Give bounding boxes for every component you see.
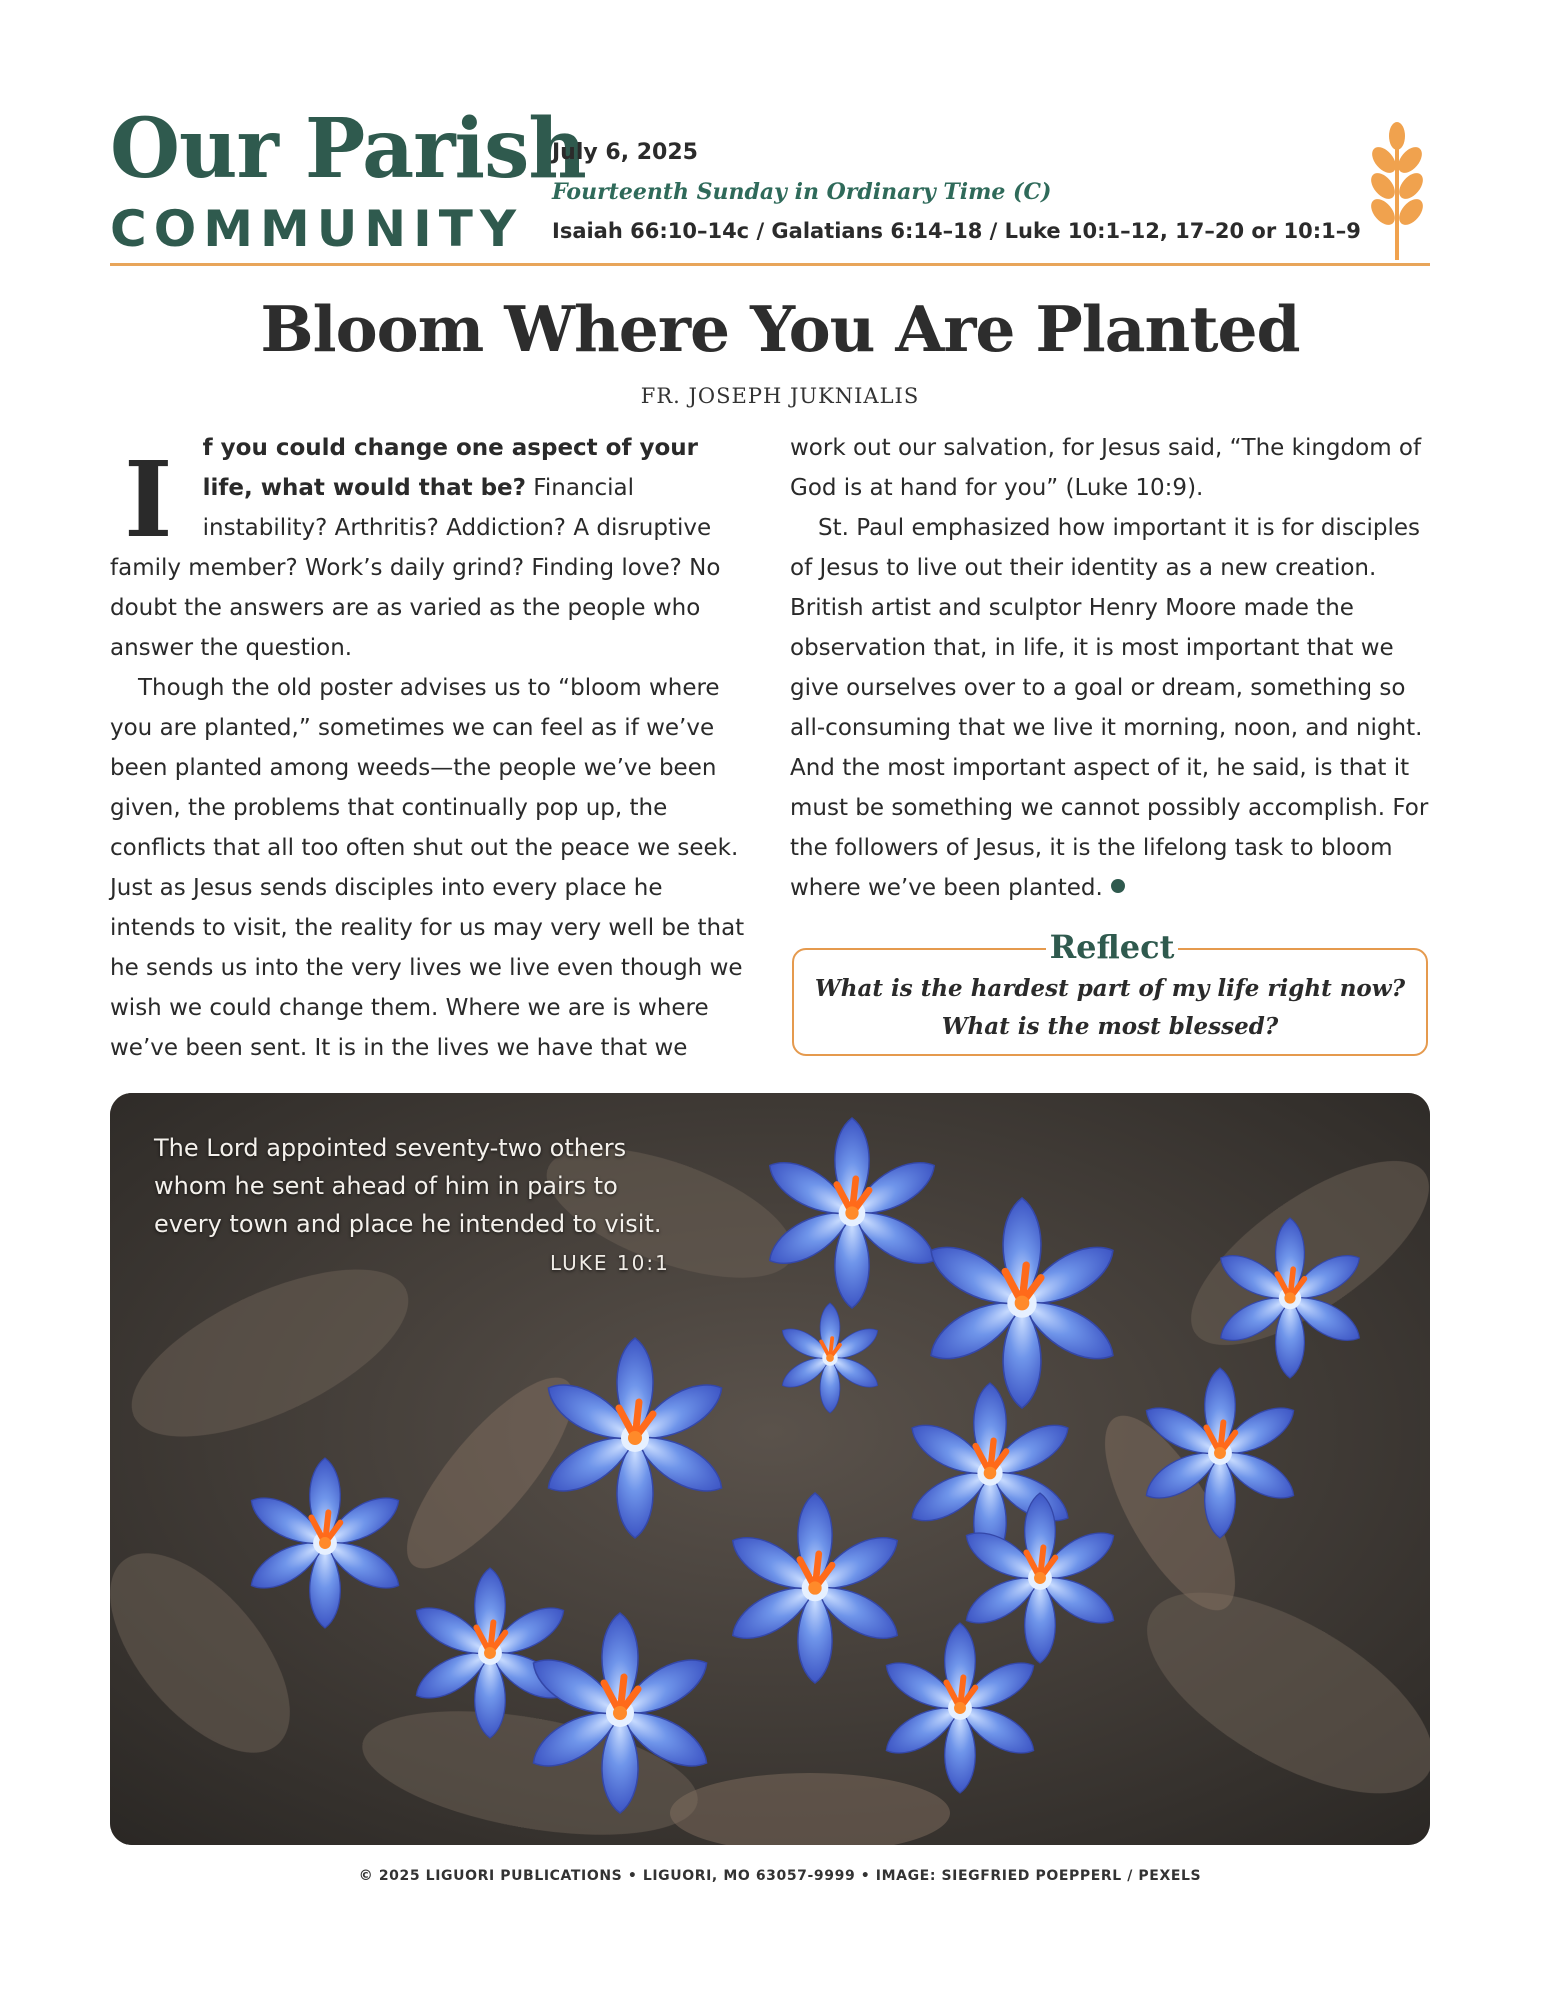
masthead-subtitle: COMMUNITY (110, 200, 524, 258)
reflect-label: Reflect (1046, 928, 1179, 966)
scripture-reference: LUKE 10:1 (550, 1251, 670, 1275)
reflect-question-1: What is the hardest part of my life right now? (814, 975, 1406, 1002)
article-paragraph-2: Though the old poster advises us to “bloom where you are planted,” sometimes we can feel as if we’ve been planted among weeds—the people we’ve been given, the problems that continually pop up, the conflicts that all too often shut out the peace we seek. Just as Jesus sends disciples into every place he intends to visit, the reality for us may very well be that he sends us into the very lives we live even though we wish we could change them. Where we are is where we’ve been sent. It is in the lives we have that we (110, 675, 745, 1061)
masthead-divider (110, 263, 1430, 266)
liturgical-sunday: Fourteenth Sunday in Ordinary Time (C) (552, 179, 1052, 205)
crocus-photo (110, 1093, 1430, 1845)
drop-cap: I (124, 438, 173, 561)
reflect-questions (794, 970, 1426, 1046)
issue-date: July 6, 2025 (552, 140, 698, 165)
article-headline: Bloom Where You Are Planted (260, 292, 1300, 366)
article-byline: FR. JOSEPH JUKNIALIS (640, 384, 920, 408)
quote-line-1: The Lord appointed seventy-two others (154, 1134, 627, 1162)
paragraph-1-body: Financial instability? Arthritis? Addiction? A disruptive family member? Work’s daily grind? Finding love? No doubt the answers are as varied as the people who answer the question. (110, 475, 721, 661)
masthead-title: Our Parish (110, 101, 586, 197)
scripture-quote (154, 1129, 662, 1243)
masthead-logo (110, 101, 596, 258)
masthead-info (552, 140, 1361, 243)
article-column-right (790, 428, 1430, 908)
end-mark-icon (1111, 879, 1125, 893)
article-paragraph-3 (790, 508, 1430, 908)
article-paragraph-2-continued: work out our salvation, for Jesus said, “The kingdom of God is at hand for you” (Luke 10:9). (790, 435, 1422, 501)
wheat-icon (1362, 122, 1432, 262)
reflect-question-2: What is the most blessed? (941, 1013, 1279, 1040)
lead-question: f you could change one aspect of your life, what would that be? (202, 435, 698, 501)
copyright-footer: © 2025 LIGUORI PUBLICATIONS • LIGUORI, MO 63057-9999 • IMAGE: SIEGFRIED POEPPERL / PEXELS (358, 1868, 1202, 1884)
scripture-readings: Isaiah 66:10–14c / Galatians 6:14–18 / Luke 10:1–12, 17–20 or 10:1–9 (552, 219, 1361, 243)
quote-line-3: every town and place he intended to visit. (154, 1210, 662, 1238)
reflect-box (792, 928, 1428, 1056)
paragraph-3-body: St. Paul emphasized how important it is for disciples of Jesus to live out their identity as a new creation. British artist and sculptor Henry Moore made the observation that, in life, it is most important that we give ourselves over to a goal or dream, something so all-consuming that we live it morning, noon, and night. And the most important aspect of it, he said, is that it must be something we cannot possibly accomplish. For the followers of Jesus, it is the lifelong task to bloom where we’ve been planted. (790, 515, 1429, 901)
article-column-left (110, 428, 748, 1068)
quote-line-2: whom he sent ahead of him in pairs to (154, 1172, 618, 1200)
article-paragraph-1 (110, 428, 748, 668)
